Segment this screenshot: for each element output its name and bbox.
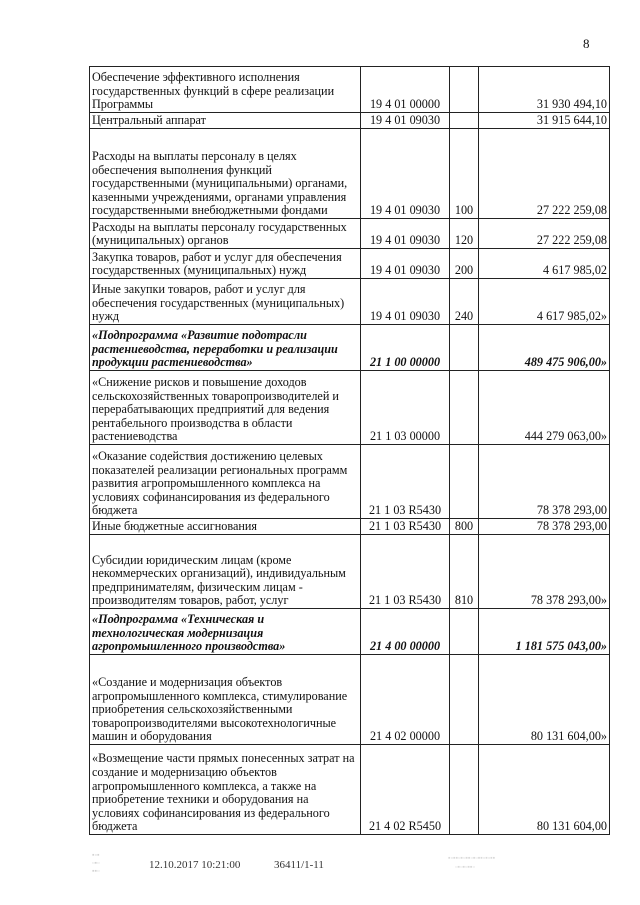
footer-datetime: 12.10.2017 10:21:00: [149, 859, 241, 871]
row-expense-type: 800: [450, 519, 479, 535]
table-row: [90, 445, 610, 519]
row-name: Обеспечение эффективного исполнения государственных функций в сфере реализации Программы: [90, 67, 361, 113]
row-name: Закупка товаров, работ и услуг для обеспечения государственных (муниципальных) нужд: [90, 249, 361, 279]
page-number: 8: [583, 36, 590, 51]
row-expense-type: 120: [450, 219, 479, 249]
row-amount: 27 222 259,08: [479, 219, 610, 249]
row-target-code: 21 4 02 R5450: [361, 745, 450, 835]
table-row: [90, 129, 610, 219]
row-target-code: 19 4 01 09030: [361, 129, 450, 219]
table-row: [90, 113, 610, 129]
row-amount: 31 930 494,10: [479, 67, 610, 113]
row-amount: 80 131 604,00: [479, 745, 610, 835]
row-name: Иные бюджетные ассигнования: [90, 519, 361, 535]
row-expense-type: 810: [450, 535, 479, 609]
row-target-code: 21 1 00 00000: [361, 325, 450, 371]
footer-doc-number: 36411/1-11: [274, 859, 324, 871]
row-expense-type: 100: [450, 129, 479, 219]
budget-table: [89, 66, 610, 835]
row-name: Расходы на выплаты персоналу в целях обеспечения выполнения функций государственными (муниципальными) органами, казенными учреждениями, органами управления государственными внебюджетными фондами: [90, 129, 361, 219]
row-amount: 78 378 293,00: [479, 519, 610, 535]
row-expense-type: [450, 609, 479, 655]
row-expense-type: [450, 67, 479, 113]
table-row: [90, 67, 610, 113]
row-amount: 78 378 293,00: [479, 445, 610, 519]
row-target-code: 21 1 03 R5430: [361, 445, 450, 519]
row-expense-type: [450, 113, 479, 129]
row-amount: 1 181 575 043,00»: [479, 609, 610, 655]
table-row: [90, 535, 610, 609]
row-amount: 489 475 906,00»: [479, 325, 610, 371]
row-name: «Возмещение части прямых понесенных затрат на создание и модернизацию объектов агропромышленного комплекса, а также на приобретение техники и оборудования на условиях софинансирования из федерального бюджета: [90, 745, 361, 835]
table-row: [90, 609, 610, 655]
row-target-code: 21 4 00 00000: [361, 609, 450, 655]
row-target-code: 19 4 01 09030: [361, 279, 450, 325]
row-target-code: 21 1 03 R5430: [361, 535, 450, 609]
row-expense-type: [450, 445, 479, 519]
table-row: [90, 519, 610, 535]
table-row: [90, 219, 610, 249]
row-amount: 4 617 985,02: [479, 249, 610, 279]
row-name: «Создание и модернизация объектов агропромышленного комплекса, стимулирование приобретения сельскохозяйственными товаропроизводителями высокотехнологичные машин и оборудования: [90, 655, 361, 745]
table-row: [90, 371, 610, 445]
row-target-code: 19 4 01 00000: [361, 67, 450, 113]
row-expense-type: [450, 655, 479, 745]
row-name: Субсидии юридическим лицам (кроме некоммерческих организаций), индивидуальным предпринимателям, физическим лицам - производителям товаров, работ, услуг: [90, 535, 361, 609]
table-row: [90, 745, 610, 835]
table-row: [90, 279, 610, 325]
row-expense-type: 240: [450, 279, 479, 325]
row-target-code: 21 4 02 00000: [361, 655, 450, 745]
row-name: Расходы на выплаты персоналу государственных (муниципальных) органов: [90, 219, 361, 249]
table-row: [90, 325, 610, 371]
row-expense-type: 200: [450, 249, 479, 279]
row-target-code: 19 4 01 09030: [361, 249, 450, 279]
row-amount: 80 131 604,00»: [479, 655, 610, 745]
row-target-code: 21 1 03 R5430: [361, 519, 450, 535]
row-name: Иные закупки товаров, работ и услуг для обеспечения государственных (муниципальных) нужд: [90, 279, 361, 325]
row-target-code: 19 4 01 09030: [361, 219, 450, 249]
row-name: «Подпрограмма «Развитие подотрасли растениеводства, переработки и реализации продукции растениеводства»: [90, 325, 361, 371]
row-name: Центральный аппарат: [90, 113, 361, 129]
table-row: [90, 655, 610, 745]
table-row: [90, 249, 610, 279]
row-target-code: 21 1 03 00000: [361, 371, 450, 445]
row-expense-type: [450, 371, 479, 445]
row-name: «Оказание содействия достижению целевых показателей реализации региональных программ развития агропромышленного комплекса на условиях софинансирования из федерального бюджета: [90, 445, 361, 519]
row-name: «Подпрограмма «Техническая и технологическая модернизация агропромышленного производства»: [90, 609, 361, 655]
row-expense-type: [450, 745, 479, 835]
row-name: «Снижение рисков и повышение доходов сельскохозяйственных товаропроизводителей и перерабатывающих предприятий для ведения рентабельного производства в области растениеводства: [90, 371, 361, 445]
row-amount: 4 617 985,02»: [479, 279, 610, 325]
row-target-code: 19 4 01 09030: [361, 113, 450, 129]
row-amount: 27 222 259,08: [479, 129, 610, 219]
faint-stamp-right: ▪▫▪▪▫▪▫▪▪▫▪▫▪▪▫▪▫▪▪ ▫▪▫▪▫▪▪▫: [448, 854, 496, 871]
row-amount: 31 915 644,10: [479, 113, 610, 129]
faint-stamp-left: ▪▫▪ ▫▪▫ ▪▪▫: [92, 851, 100, 875]
row-amount: 444 279 063,00»: [479, 371, 610, 445]
row-expense-type: [450, 325, 479, 371]
row-amount: 78 378 293,00»: [479, 535, 610, 609]
